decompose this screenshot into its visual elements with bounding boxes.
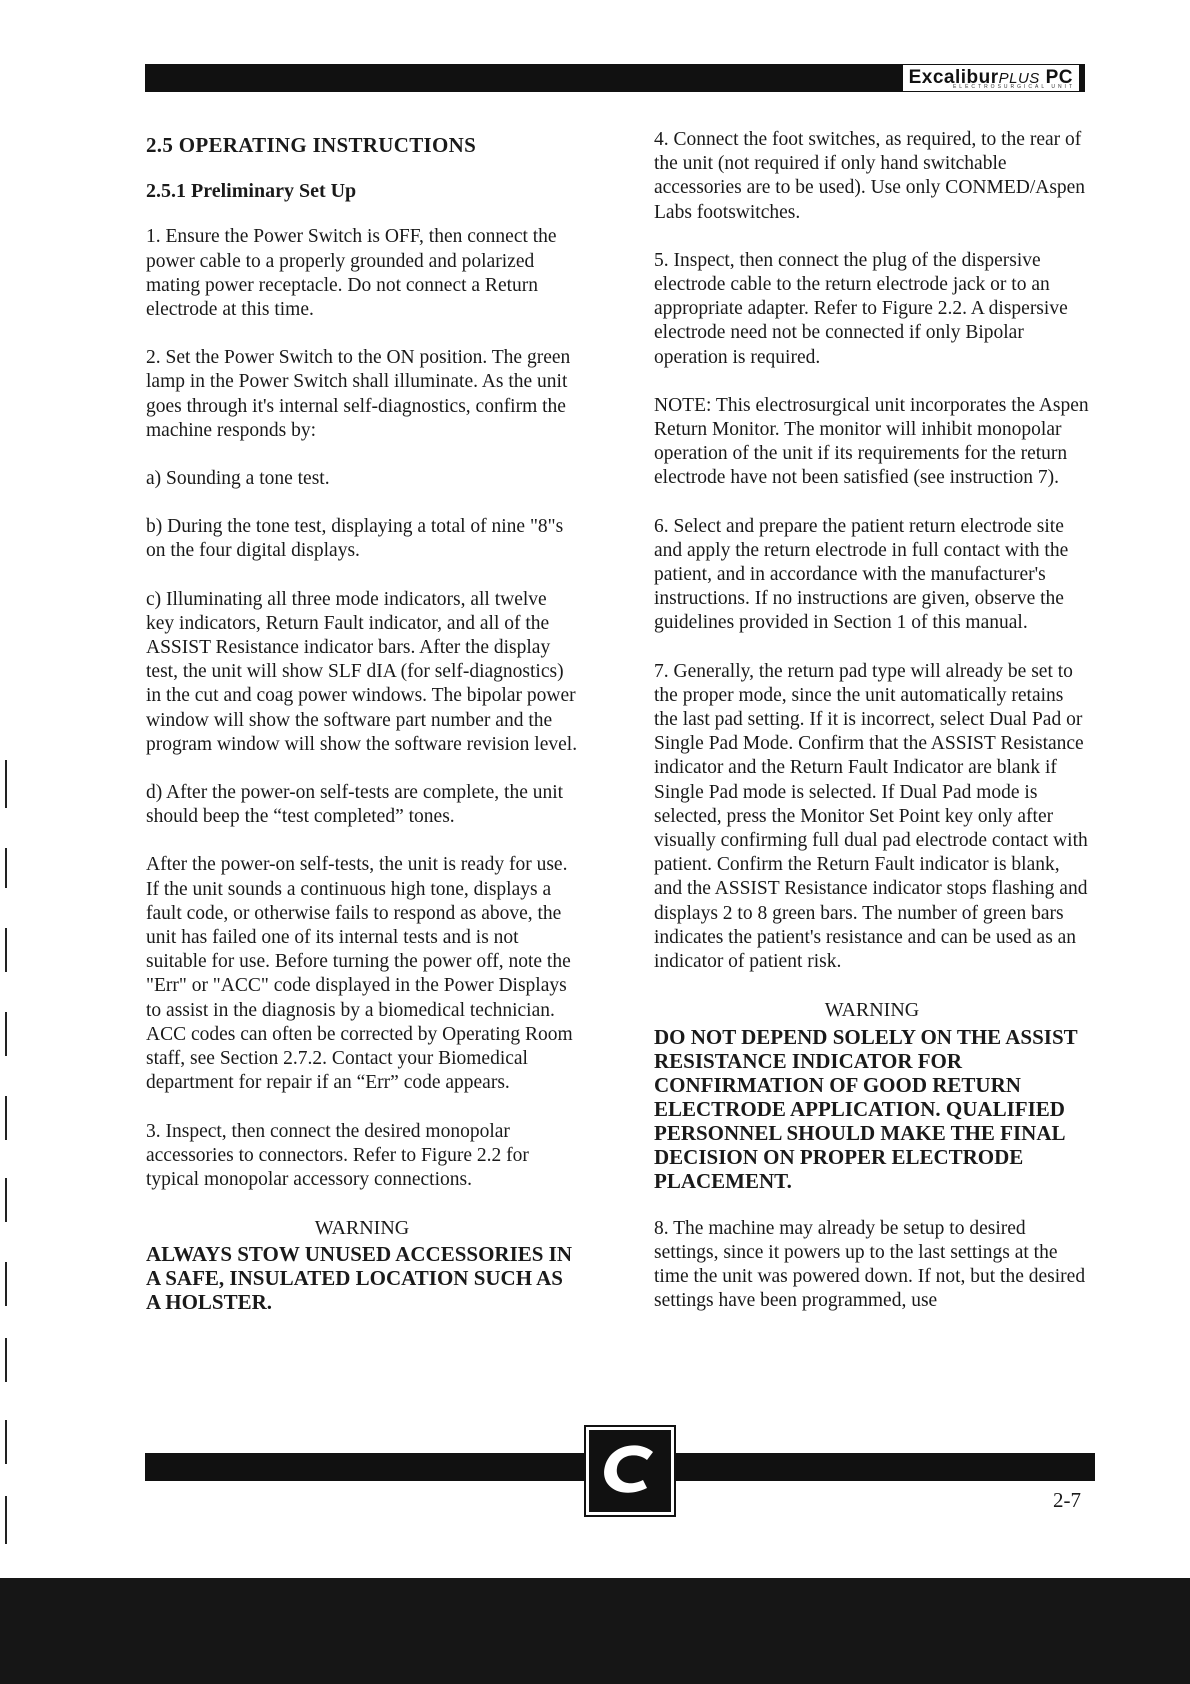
paragraph: 7. Generally, the return pad type will already be set to the proper mode, since the unit automatically retains the last pad setting. If it is incorrect, select Dual Pad or Single Pad Mode. Confirm that the ASSIST Resistance indicator and the Return Fault Indicator are blank if Single Pad mode is selected. If Dual Pad mode is selected, press the Monitor Set Point key only after visually confirming full dual pad electrode contact with patient. Confirm the Return Fault indicator is blank, and the ASSIST Resistance indicator stops flashing and displays 2 to 8 green bars. The number of green bars indicates the patient's resistance and can be used as an indicator of patient risk.	[654, 660, 1088, 973]
scan-margin-mark	[5, 1338, 7, 1382]
scan-margin-mark	[5, 1496, 7, 1544]
scan-margin-mark	[5, 1012, 7, 1056]
header-bar	[145, 64, 1085, 92]
brand-logo: ExcaliburPLUS PC	[903, 65, 1079, 91]
paragraph: d) After the power-on self-tests are complete, the unit should beep the “test completed” tones.	[146, 782, 564, 828]
left-column	[146, 128, 578, 1338]
paragraph: After the power-on self-tests, the unit is ready for use. If the unit sounds a continuous high tone, displays a fault code, or otherwise fails to respond as above, the unit has failed one of its internal tests and is not suitable for use. Before turning the power off, note the "Err" or "ACC" code displayed in the Power Displays to assist in the diagnosis by a biomedical technician. ACC codes can often be corrected by Operating Room staff, see Section 2.7.2. Contact your Biomedical department for repair if an “Err” code appears.	[146, 854, 573, 1094]
page-number: 2-7	[1053, 1488, 1081, 1512]
paragraph: 2. Set the Power Switch to the ON position. The green lamp in the Power Switch shall illuminate. As the unit goes through it's internal self-diagnostics, confirm the machine responds by:	[146, 347, 571, 441]
paragraph: 4. Connect the foot switches, as required, to the rear of the unit (not required if only hand switchable accessories are to be used). Use only CONMED/Aspen Labs footswitches.	[654, 129, 1086, 223]
paragraph: 3. Inspect, then connect the desired monopolar accessories to connectors. Refer to Figure 2.2 for typical monopolar accessory connections.	[146, 1120, 529, 1190]
right-column	[654, 128, 1090, 1337]
paragraph: a) Sounding a tone test.	[146, 468, 330, 490]
subsection-heading: 2.5.1 Preliminary Set Up	[146, 180, 357, 203]
conmed-logo-icon	[586, 1427, 674, 1515]
paragraph: 5. Inspect, then connect the plug of the dispersive electrode cable to the return electrode jack or to an appropriate adapter. Refer to Figure 2.2. A dispersive electrode need not be connected if only Bipolar operation is required.	[654, 249, 1068, 368]
paragraph: 6. Select and prepare the patient return electrode site and apply the return electrode in full contact with the patient, and in accordance with the manufacturer's instructions. If no instructions are given, observe the guidelines provided in Section 1 of this manual.	[654, 515, 1069, 634]
warning-text: ALWAYS STOW UNUSED ACCESSORIES IN A SAFE, INSULATED LOCATION SUCH AS A HOLSTER.	[146, 1242, 573, 1315]
scan-border	[0, 1578, 1190, 1684]
paragraph: b) During the tone test, displaying a total of nine "8"s on the four digital displays.	[146, 516, 564, 562]
warning-block	[146, 1216, 578, 1314]
warning-title: WARNING	[314, 1217, 410, 1240]
paragraph: c) Illuminating all three mode indicators, all twelve key indicators, Return Fault indicator, and all of the ASSIST Resistance indicator bars. After the display test, the unit will show SLF dIA (for self-diagnostics) in the cut and coag power windows. The bipolar power window will show the software part number and the program window will show the software revision level.	[146, 588, 578, 755]
paragraph: 1. Ensure the Power Switch is OFF, then connect the power cable to a properly grounded and polarized mating power receptacle. Do not connect a Return electrode at this time.	[146, 226, 557, 321]
scan-margin-mark	[5, 760, 7, 808]
scan-margin-mark	[5, 1420, 7, 1464]
warning-title: WARNING	[824, 999, 920, 1022]
scan-margin-mark	[5, 1096, 7, 1140]
scan-margin-mark	[5, 848, 7, 888]
warning-block	[654, 998, 1090, 1192]
scan-margin-mark	[5, 1178, 7, 1222]
section-heading: 2.5 OPERATING INSTRUCTIONS	[146, 133, 477, 157]
scan-margin-mark	[5, 928, 7, 972]
brand-tagline: ELECTROSURGICAL UNIT	[952, 84, 1075, 90]
paragraph: NOTE: This electrosurgical unit incorporates the Aspen Return Monitor. The monitor will inhibit monopolar operation of the unit if its requirements for the return electrode have not been satisfied (see instruction 7).	[654, 394, 1089, 489]
warning-text: DO NOT DEPEND SOLELY ON THE ASSIST RESISTANCE INDICATOR FOR CONFIRMATION OF GOOD RETURN ELECTRODE APPLICATION. QUALIFIED PERSONNEL SHOULD MAKE THE FINAL DECISION ON PROPER ELECTRODE PLACEMENT.	[654, 1024, 1078, 1193]
scan-margin-mark	[5, 1262, 7, 1306]
paragraph: 8. The machine may already be setup to desired settings, since it powers up to the last settings at the time the unit was powered down. If not, but the desired settings have been programmed, use	[654, 1217, 1086, 1312]
